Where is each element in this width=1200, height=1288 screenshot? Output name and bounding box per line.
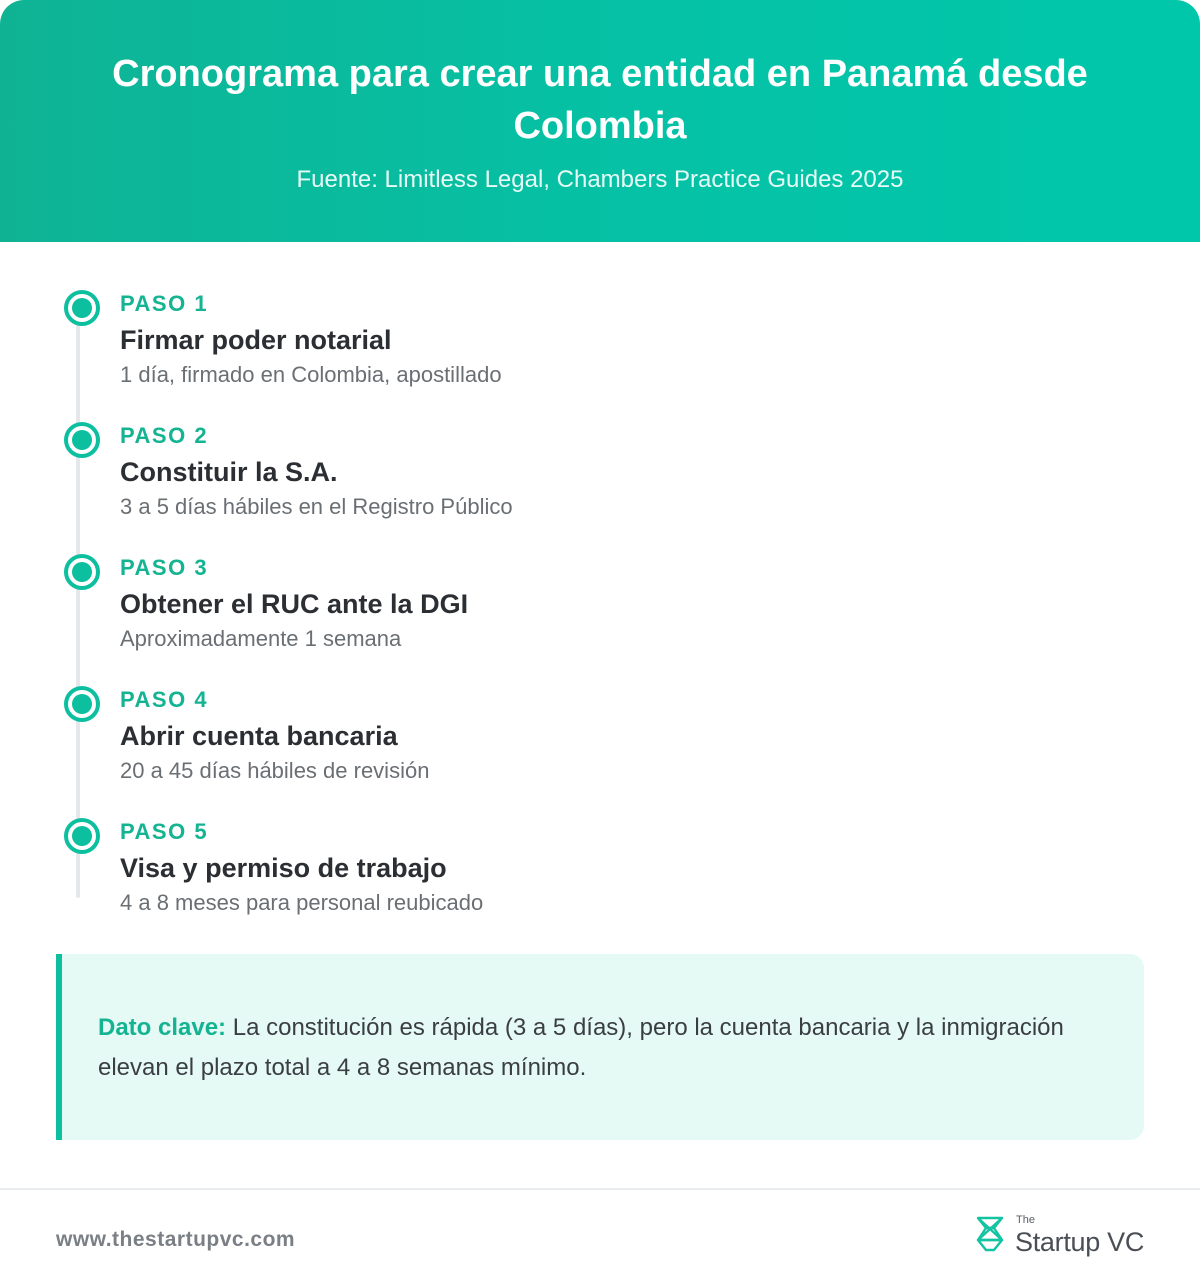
step-label: PASO 3 <box>120 555 209 580</box>
timeline-step-2 <box>0 422 1200 554</box>
step-description: 3 a 5 días hábiles en el Registro Público <box>120 494 513 519</box>
timeline-step-3 <box>0 554 1200 686</box>
timeline-step-4 <box>0 686 1200 818</box>
step-label: PASO 2 <box>120 423 209 448</box>
timeline-dot-icon <box>64 290 100 326</box>
step-title: Constituir la S.A. <box>120 457 338 487</box>
key-fact-body: La constitución es rápida (3 a 5 días), pero la cuenta bancaria y la inmigración elevan el plazo total a 4 a 8 semanas mínimo. <box>98 1014 1064 1081</box>
page-title: Cronograma para crear una entidad en Panamá desde Colombia <box>112 53 1088 147</box>
timeline-dot-icon <box>64 818 100 854</box>
step-description: Aproximadamente 1 semana <box>120 626 402 651</box>
logo-small-text: The <box>1016 1214 1035 1226</box>
key-fact-text <box>98 1008 1098 1088</box>
footer-website-link[interactable]: www.thestartupvc.com <box>56 1228 296 1251</box>
key-fact-label: Dato clave: <box>98 1014 227 1041</box>
step-description: 4 a 8 meses para personal reubicado <box>120 890 484 915</box>
logo-brand-text: Startup VC <box>1015 1227 1145 1257</box>
step-title: Abrir cuenta bancaria <box>120 721 398 751</box>
timeline-step-5 <box>0 818 1200 950</box>
startupvc-logo-icon <box>972 1214 1008 1254</box>
timeline-dot-icon <box>64 422 100 458</box>
brand-logo <box>972 1212 1148 1260</box>
step-label: PASO 5 <box>120 819 209 844</box>
step-title: Firmar poder notarial <box>120 325 392 355</box>
step-title: Visa y permiso de trabajo <box>120 853 447 883</box>
timeline-step-1 <box>0 290 1200 422</box>
timeline-dot-icon <box>64 686 100 722</box>
header-banner <box>0 0 1200 242</box>
key-fact-callout <box>56 954 1144 1140</box>
step-label: PASO 4 <box>120 687 209 712</box>
step-title: Obtener el RUC ante la DGI <box>120 589 469 619</box>
step-description: 20 a 45 días hábiles de revisión <box>120 758 430 783</box>
page-subtitle: Fuente: Limitless Legal, Chambers Practice Guides 2025 <box>296 166 904 193</box>
footer-divider <box>0 1188 1200 1190</box>
timeline-dot-icon <box>64 554 100 590</box>
step-label: PASO 1 <box>120 291 209 316</box>
step-description: 1 día, firmado en Colombia, apostillado <box>120 362 502 387</box>
